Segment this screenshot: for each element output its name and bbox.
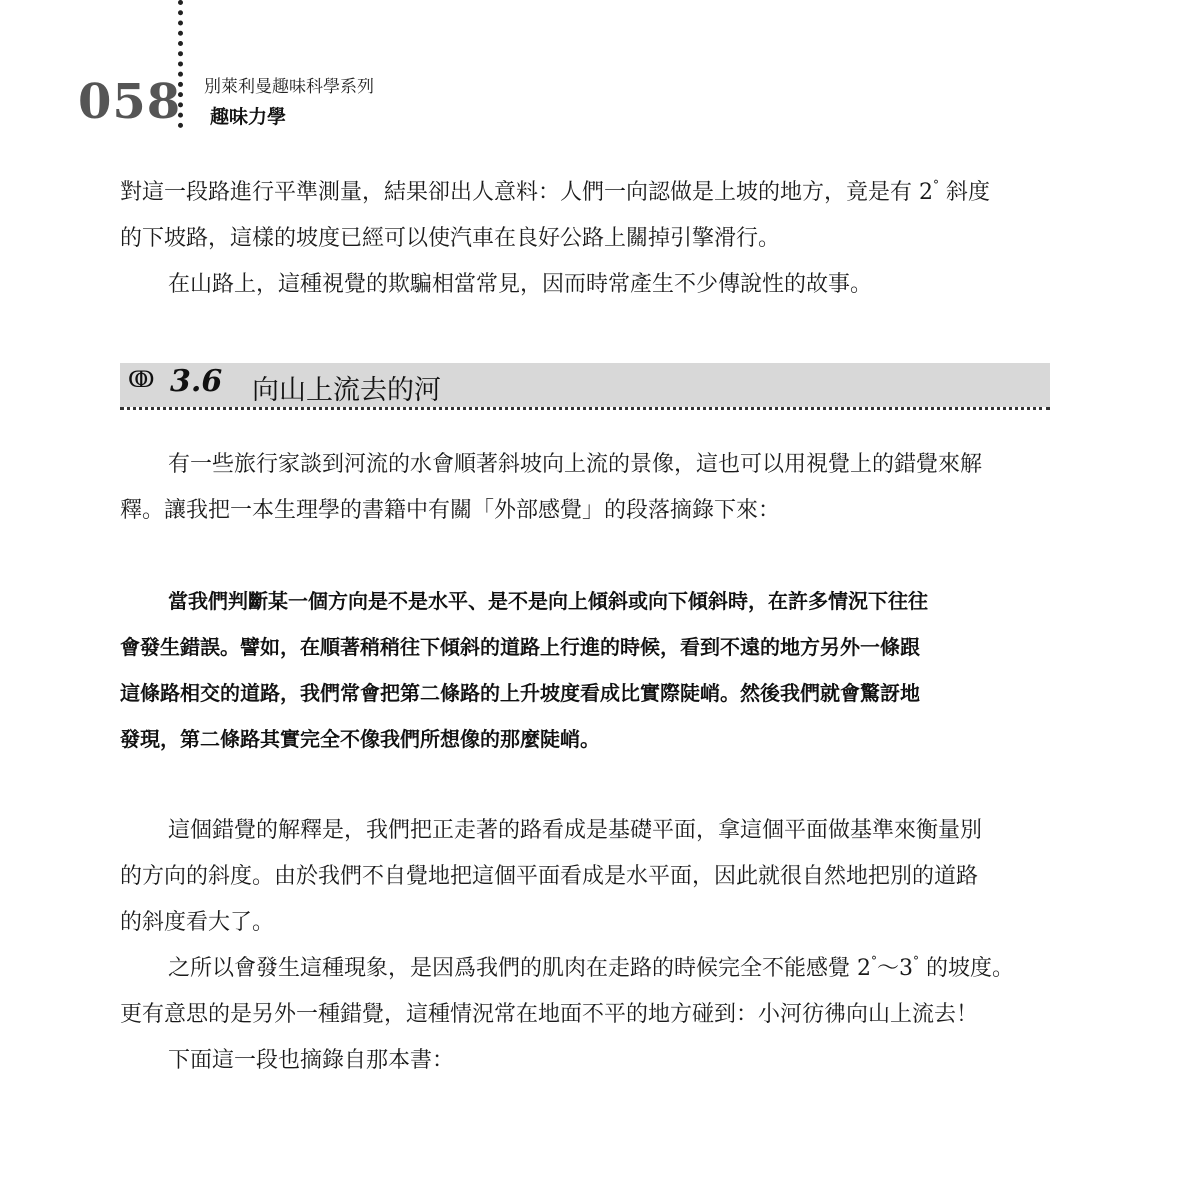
paragraph-line: 的下坡路，這樣的坡度已經可以使汽車在良好公路上關掉引擎滑行。 bbox=[120, 226, 781, 251]
quote-line: 當我們判斷某一個方向是不是水平、是不是向上傾斜或向下傾斜時，在許多情況下往往 bbox=[168, 589, 928, 613]
paragraph-1 bbox=[120, 170, 1055, 262]
book-title: 趣味力學 bbox=[210, 106, 287, 128]
paragraph-4 bbox=[120, 808, 1055, 946]
degree-mark: ° bbox=[913, 954, 919, 968]
section-heading-rule bbox=[120, 407, 1050, 410]
text-run: ～3 bbox=[877, 956, 913, 981]
paragraph-line bbox=[120, 170, 1055, 216]
paragraph-line: 這個錯覺的解釋是，我們把正走著的路看成是基礎平面，拿這個平面做基準來衡量別 bbox=[168, 818, 983, 843]
quote-line: 發現，第二條路其實完全不像我們所想像的那麼陡峭。 bbox=[120, 727, 600, 751]
text-run: 之所以會發生這種現象，是因爲我們的肌肉在走路的時候完全不能感覺 2 bbox=[168, 956, 871, 981]
quote-line: 這條路相交的道路，我們常會把第二條路的上升坡度看成比實際陡峭。然後我們就會驚訝地 bbox=[120, 681, 920, 705]
paragraph-line: 釋。讓我把一本生理學的書籍中有關「外部感覺」的段落摘錄下來： bbox=[120, 498, 781, 523]
paragraph-line bbox=[120, 946, 1055, 992]
paragraph-line: 下面這一段也摘錄自那本書： bbox=[168, 1048, 455, 1073]
quote-line: 會發生錯誤。譬如，在順著稍稍往下傾斜的道路上行進的時候，看到不遠的地方另外一條跟 bbox=[120, 635, 920, 659]
paragraph-line: 更有意思的是另外一種錯覺，這種情況常在地面不平的地方碰到：小河彷彿向山上流去！ bbox=[120, 1002, 979, 1027]
paragraph-5 bbox=[120, 946, 1055, 1038]
series-title: 別萊利曼趣味科學系列 bbox=[204, 77, 374, 97]
text-run: 的坡度。 bbox=[919, 956, 1014, 981]
section-number: 3.6 bbox=[170, 364, 223, 399]
paragraph-line: 在山路上，這種視覺的欺騙相當常見，因而時常產生不少傳說性的故事。 bbox=[168, 272, 873, 297]
degree-mark: ° bbox=[933, 178, 939, 192]
quoted-passage bbox=[120, 578, 1055, 762]
paragraph-line: 的斜度看大了。 bbox=[120, 910, 275, 935]
paragraph-line: 的方向的斜度。由於我們不自覺地把這個平面看成是水平面，因此就很自然地把別的道路 bbox=[120, 864, 979, 889]
degree-mark: ° bbox=[871, 954, 877, 968]
paragraph-3 bbox=[120, 442, 1055, 534]
section-ornament-icon: ↂ bbox=[128, 368, 155, 393]
paragraph-6 bbox=[120, 1038, 1103, 1084]
section-title: 向山上流去的河 bbox=[252, 375, 441, 406]
text-run: 斜度 bbox=[939, 180, 990, 205]
page-number: 058 bbox=[78, 74, 182, 130]
text-run: 對這一段路進行平準測量，結果卻出人意料：人們一向認做是上坡的地方，竟是有 2 bbox=[120, 180, 933, 205]
paragraph-line: 有一些旅行家談到河流的水會順著斜坡向上流的景像，這也可以用視覺上的錯覺來解 bbox=[168, 452, 983, 477]
paragraph-2 bbox=[120, 262, 1103, 308]
